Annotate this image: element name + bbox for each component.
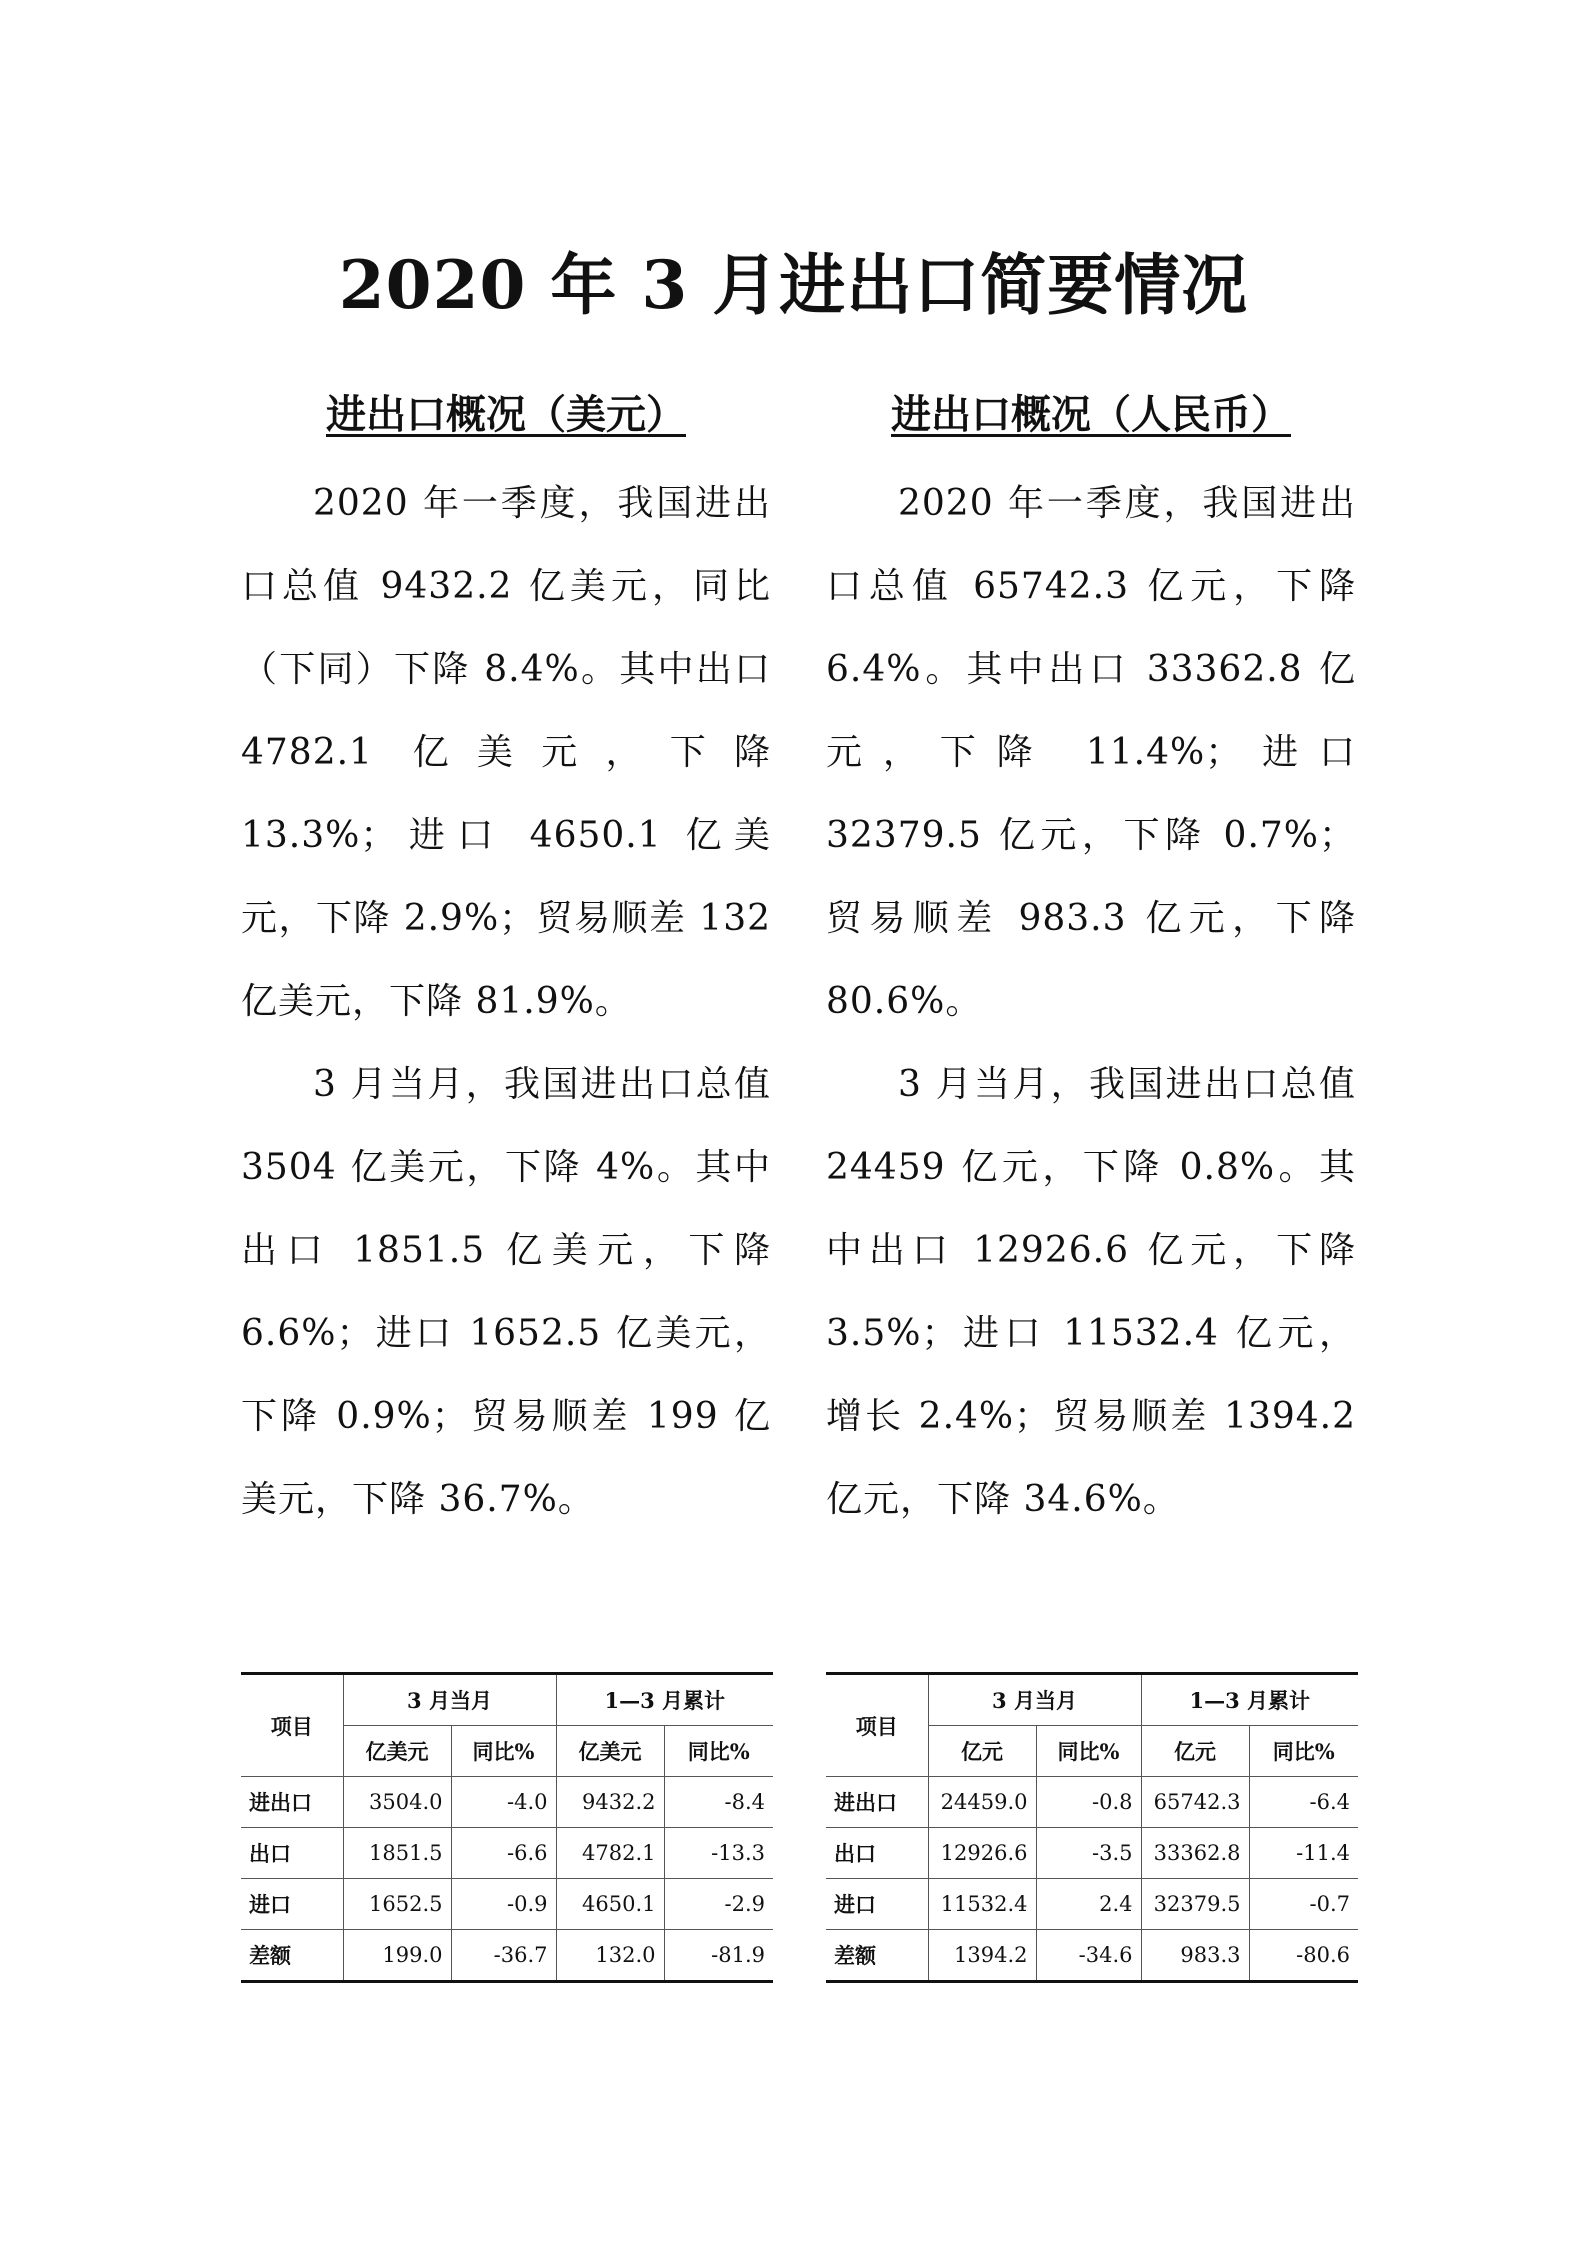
row-label: 进口 [241, 1879, 343, 1930]
usd-cumulative-unit-header: 亿美元 [556, 1726, 664, 1777]
cumulative-value: 9432.2 [556, 1777, 664, 1828]
month-yoy: -0.9 [451, 1879, 556, 1930]
month-yoy: -3.5 [1036, 1828, 1141, 1879]
table-row [241, 1828, 773, 1879]
usd-month-yoy-header: 同比% [451, 1726, 556, 1777]
row-label: 差额 [826, 1930, 928, 1982]
table-row [241, 1879, 773, 1930]
usd-cumulative-yoy-header: 同比% [664, 1726, 773, 1777]
cumulative-value: 132.0 [556, 1930, 664, 1982]
month-value: 199.0 [343, 1930, 451, 1982]
rmb-month-header: 3 月当月 [928, 1674, 1141, 1726]
usd-table-header-row [241, 1674, 773, 1726]
cumulative-yoy: -11.4 [1249, 1828, 1358, 1879]
rmb-table-header-row [826, 1674, 1358, 1726]
rmb-cumulative-yoy-header: 同比% [1249, 1726, 1358, 1777]
usd-month-header: 3 月当月 [343, 1674, 556, 1726]
usd-section-heading [241, 390, 771, 440]
cumulative-yoy: -0.7 [1249, 1879, 1358, 1930]
cumulative-value: 32379.5 [1141, 1879, 1249, 1930]
document-title: 2020 年 3 月进出口简要情况 [338, 246, 1249, 325]
usd-item-header: 项目 [241, 1674, 343, 1777]
rmb-section [826, 390, 1356, 1541]
rmb-paragraph-march: 3 月当月，我国进出口总值 24459 亿元，下降 0.8%。其中出口 12926.6 亿元，下降 3.5%；进口 11532.4 亿元，增长 2.4%；贸易顺差 1394.2 亿元，下降 34.6%。 [826, 1064, 1356, 1520]
rmb-month-yoy-header: 同比% [1036, 1726, 1141, 1777]
cumulative-yoy: -6.4 [1249, 1777, 1358, 1828]
month-value: 1394.2 [928, 1930, 1036, 1982]
cumulative-value: 4650.1 [556, 1879, 664, 1930]
usd-heading-text: 进出口概况（美元） [326, 391, 686, 438]
cumulative-value: 65742.3 [1141, 1777, 1249, 1828]
rmb-cumulative-header: 1—3 月累计 [1141, 1674, 1358, 1726]
table-row [241, 1777, 773, 1828]
cumulative-yoy: -2.9 [664, 1879, 773, 1930]
month-yoy: -4.0 [451, 1777, 556, 1828]
rmb-month-unit-header: 亿元 [928, 1726, 1036, 1777]
row-label: 差额 [241, 1930, 343, 1982]
month-yoy: 2.4 [1036, 1879, 1141, 1930]
rmb-section-heading [826, 390, 1356, 440]
rmb-cumulative-unit-header: 亿元 [1141, 1726, 1249, 1777]
month-value: 3504.0 [343, 1777, 451, 1828]
cumulative-yoy: -8.4 [664, 1777, 773, 1828]
month-yoy: -6.6 [451, 1828, 556, 1879]
rmb-paragraph-q1: 2020 年一季度，我国进出口总值 65742.3 亿元，下降 6.4%。其中出口 33362.8 亿元，下降 11.4%；进口 32379.5 亿元，下降 0.7%；贸易顺差 983.3 亿元，下降 80.6%。 [826, 483, 1356, 1022]
table-row [826, 1879, 1358, 1930]
rmb-table [826, 1672, 1358, 1983]
month-value: 1652.5 [343, 1879, 451, 1930]
row-label: 进口 [826, 1879, 928, 1930]
cumulative-value: 983.3 [1141, 1930, 1249, 1982]
table-row [826, 1777, 1358, 1828]
table-row [241, 1930, 773, 1982]
usd-section [241, 390, 771, 1541]
rmb-heading-text: 进出口概况（人民币） [891, 391, 1291, 438]
usd-table [241, 1672, 773, 1983]
cumulative-yoy: -13.3 [664, 1828, 773, 1879]
table-row [826, 1930, 1358, 1982]
month-value: 12926.6 [928, 1828, 1036, 1879]
rmb-item-header: 项目 [826, 1674, 928, 1777]
row-label: 出口 [826, 1828, 928, 1879]
usd-month-unit-header: 亿美元 [343, 1726, 451, 1777]
usd-paragraph-march: 3 月当月，我国进出口总值 3504 亿美元，下降 4%。其中出口 1851.5 亿美元，下降 6.6%；进口 1652.5 亿美元，下降 0.9%；贸易顺差 199 亿美元，下降 36.7%。 [241, 1064, 771, 1520]
month-value: 24459.0 [928, 1777, 1036, 1828]
month-yoy: -34.6 [1036, 1930, 1141, 1982]
month-yoy: -36.7 [451, 1930, 556, 1982]
cumulative-yoy: -80.6 [1249, 1930, 1358, 1982]
usd-paragraph-q1: 2020 年一季度，我国进出口总值 9432.2 亿美元，同比（下同）下降 8.4%。其中出口 4782.1 亿美元，下降 13.3%；进口 4650.1 亿美元，下降 2.9%；贸易顺差 132 亿美元，下降 81.9%。 [241, 483, 771, 1022]
usd-cumulative-header: 1—3 月累计 [556, 1674, 773, 1726]
row-label: 进出口 [826, 1777, 928, 1828]
month-value: 1851.5 [343, 1828, 451, 1879]
cumulative-value: 4782.1 [556, 1828, 664, 1879]
cumulative-yoy: -81.9 [664, 1930, 773, 1982]
month-value: 11532.4 [928, 1879, 1036, 1930]
table-row [826, 1828, 1358, 1879]
cumulative-value: 33362.8 [1141, 1828, 1249, 1879]
row-label: 出口 [241, 1828, 343, 1879]
month-yoy: -0.8 [1036, 1777, 1141, 1828]
row-label: 进出口 [241, 1777, 343, 1828]
